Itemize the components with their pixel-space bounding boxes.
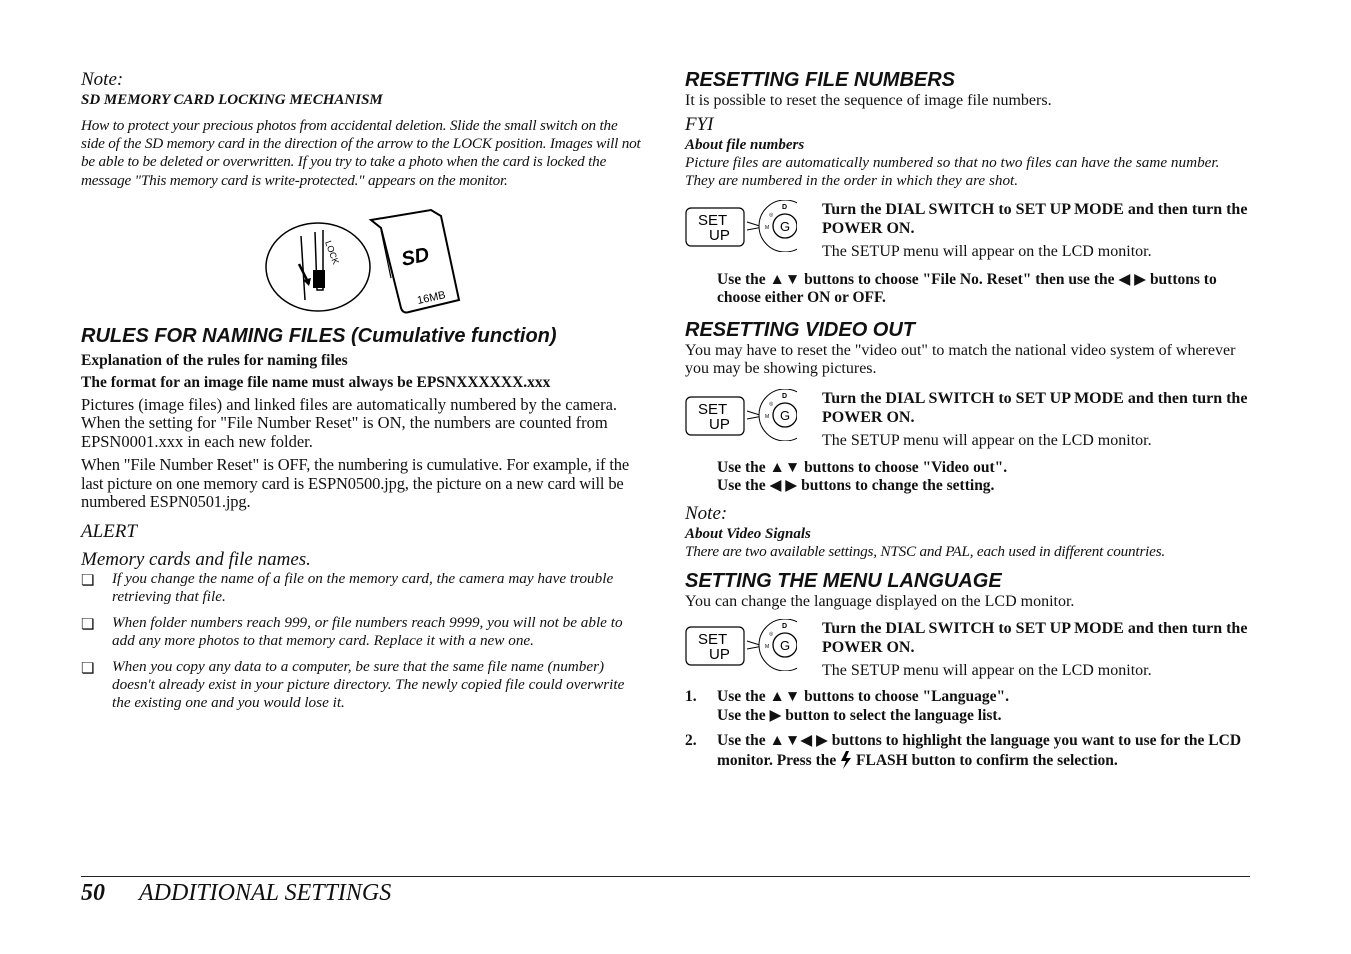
svg-text:◎: ◎ <box>769 211 774 218</box>
svg-text:M: M <box>765 644 770 650</box>
svg-text:SET: SET <box>698 211 728 229</box>
svg-text:◎: ◎ <box>769 631 774 637</box>
page-number: 50 <box>81 880 105 906</box>
fyi-subheading: About file numbers <box>685 136 805 153</box>
setup-step-2: SET UP G D ◎ M Turn the DIAL SWITCH to SET UP MODE and then turn the POWER ON. The SETUP menu will appear on the LCD monitor. <box>685 389 1251 450</box>
svg-text:G: G <box>780 218 791 234</box>
svg-text:SET: SET <box>698 400 728 418</box>
reset-intro: It is possible to reset the sequence of image file numbers. <box>685 92 1052 109</box>
setup-step-1: SET UP G D ◎ M Turn the DIAL SWITCH to SET UP MODE and then turn the POWER ON. The SETUP menu will appear on the LCD monitor. <box>685 200 1251 261</box>
reset-file-numbers-title: RESETTING FILE NUMBERS <box>685 69 956 91</box>
note-subheading: SD MEMORY CARD LOCKING MECHANISM <box>81 92 383 108</box>
alert-item: ❏ If you change the name of a file on the memory card, the camera may have trouble retrieving that file. <box>81 569 614 605</box>
rules-paragraph-2: When "File Number Reset" is OFF, the numbering is cumulative. For example, if the last picture on one memory card is ESPN0500.jpg, the picture on a new card will be numbered ESPN0501.jpg. <box>81 455 630 512</box>
setup-step-3: SET UP G D ◎ M Turn the DIAL SWITCH to SET UP MODE and then turn the POWER ON. The SETUP menu will appear on the LCD monitor. <box>685 619 1251 680</box>
alert-heading: ALERT <box>81 520 137 542</box>
video-instruction-2: Use the ◀ ▶ buttons to change the setting. <box>717 477 995 494</box>
fyi-heading: FYI <box>685 113 714 135</box>
svg-text:SET: SET <box>698 631 728 648</box>
rules-paragraph-1: Pictures (image files) and linked files are automatically numbered by the camera. When the setting for "File Number Reset" is ON, the numbers are counted from EPSN0001.xxx in each new folder. <box>81 394 618 451</box>
flash-icon <box>840 751 852 769</box>
left-column <box>81 66 644 720</box>
setup-dial-icon <box>685 389 797 441</box>
checkbox-bullet-icon: ❏ <box>81 572 95 589</box>
checkbox-bullet-icon: ❏ <box>81 616 95 633</box>
language-step-2: 2. Use the ▲▼◀ ▶ buttons to highlight the language you want to use for the LCD monitor. Press the FLASH button to confirm the selection. <box>685 732 1242 769</box>
svg-text:◎: ◎ <box>769 400 774 407</box>
video-out-title: RESETTING VIDEO OUT <box>685 318 916 341</box>
alert-subheading: Memory cards and file names. <box>81 548 311 570</box>
note-heading: Note: <box>81 69 124 90</box>
note2-subheading: About Video Signals <box>685 525 811 542</box>
lock-label-text: LOCK <box>323 239 341 266</box>
svg-text:D: D <box>782 392 788 400</box>
card-capacity-text: 16MB <box>416 289 447 307</box>
language-step-1: 1. Use the ▲▼ buttons to choose "Language". Use the ▶ button to select the language list. <box>685 688 1010 724</box>
reset-instructions: Use the ▲▼ buttons to choose "File No. Reset" then use the ◀ ▶ buttons to choose either ON or OFF. <box>717 270 1217 306</box>
sd-logo-text: SD <box>399 243 432 271</box>
note-body: How to protect your precious photos from accidental deletion. Slide the small switch on the side of the SD memory card in the direction of the arrow to the LOCK position. Images will not be able to be deleted or overwritten. If you try to take a photo when the card is locked the message "This memory card is write-protected." appears on the monitor. <box>81 117 641 189</box>
alert-item: ❏ When folder numbers reach 999, or file numbers reach 9999, you will not be able to add any more photos to that memory card. Replace it with a new one. <box>81 613 623 649</box>
video-instruction-1: Use the ▲▼ buttons to choose "Video out". <box>717 458 1008 476</box>
setup-dial-icon <box>685 619 797 671</box>
svg-text:UP: UP <box>709 646 730 663</box>
svg-text:UP: UP <box>709 226 730 244</box>
svg-text:UP: UP <box>709 415 730 433</box>
language-steps <box>685 688 1251 770</box>
alert-list <box>81 570 644 712</box>
note2-body: There are two available settings, NTSC and PAL, each used in different countries. <box>685 542 1166 560</box>
note2-heading: Note: <box>685 502 728 524</box>
svg-text:G: G <box>780 638 791 653</box>
fyi-body: Picture files are automatically numbered so that no two files can have the same number. They are numbered in the order in which they are shot. <box>685 153 1220 189</box>
sd-card-figure <box>263 208 468 318</box>
page-footer <box>81 878 391 908</box>
right-column <box>685 66 1251 777</box>
rules-sub1: Explanation of the rules for naming files <box>81 351 348 369</box>
svg-text:D: D <box>782 623 788 630</box>
rules-title: RULES FOR NAMING FILES (Cumulative function) <box>81 324 557 347</box>
svg-text:G: G <box>780 407 791 423</box>
menu-language-title: SETTING THE MENU LANGUAGE <box>685 569 1002 592</box>
rules-sub2: The format for an image file name must always be EPSNXXXXXX.xxx <box>81 373 551 391</box>
checkbox-bullet-icon: ❏ <box>81 660 95 677</box>
footer-divider <box>81 876 1250 877</box>
svg-text:M: M <box>765 224 770 231</box>
video-intro: You may have to reset the "video out" to match the national video system of wherever you may be showing pictures. <box>685 341 1236 377</box>
svg-text:D: D <box>782 203 788 211</box>
section-name: ADDITIONAL SETTINGS <box>139 880 392 906</box>
alert-item: ❏ When you copy any data to a computer, be sure that the same file name (number) doesn't already exist in your picture directory. The newly copied file could overwrite the existing one and you would lose it. <box>81 657 625 711</box>
setup-dial-icon <box>685 200 797 252</box>
language-intro: You can change the language displayed on the LCD monitor. <box>685 592 1075 610</box>
svg-text:M: M <box>765 413 770 420</box>
